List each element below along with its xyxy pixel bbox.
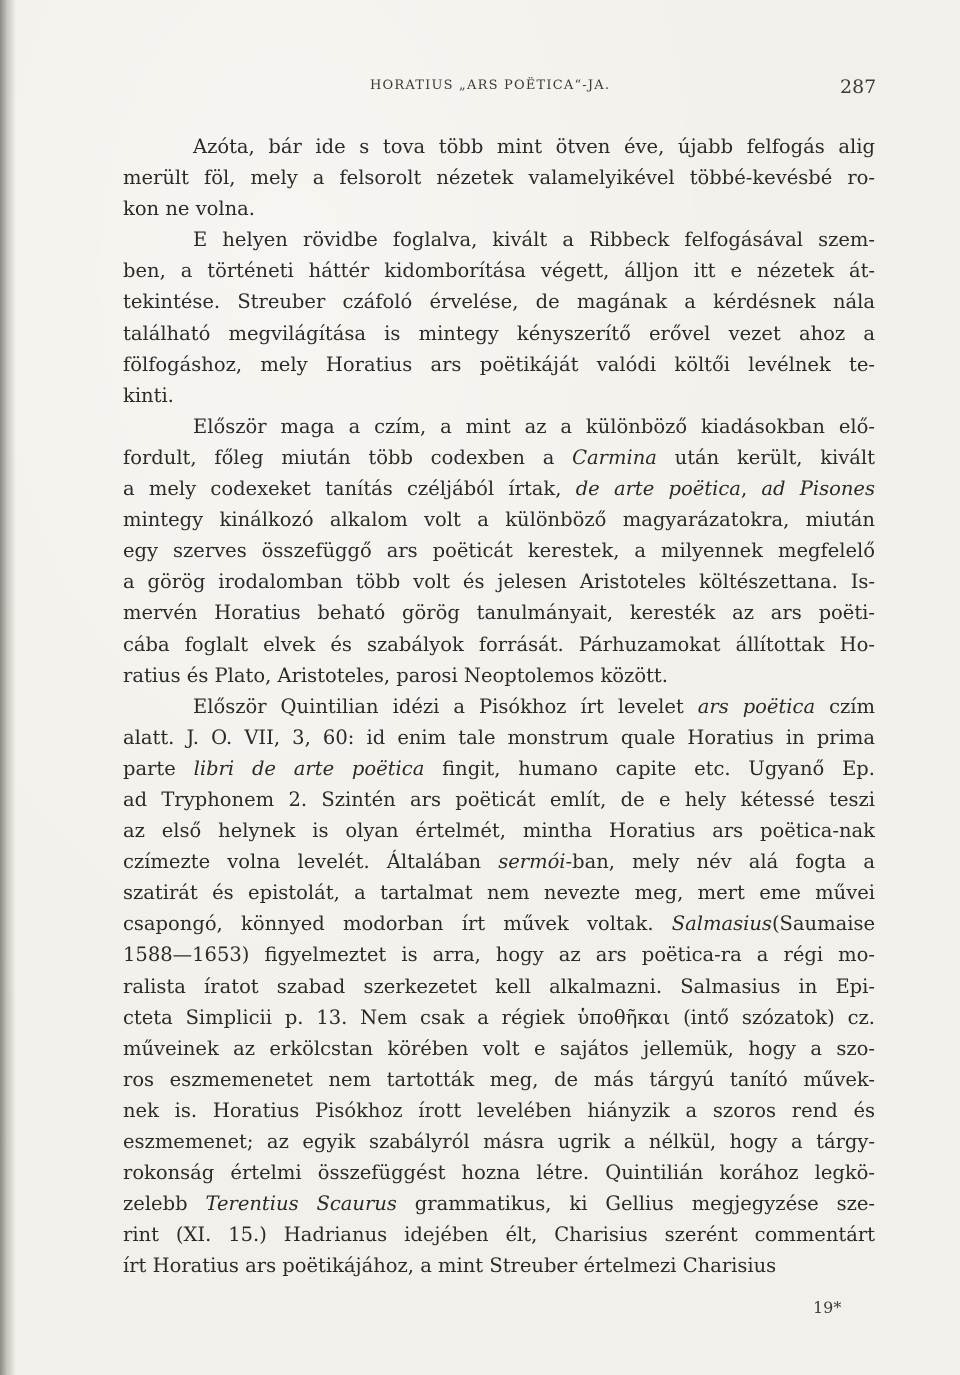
line-text: rint (XI. 15.) Hadrianus idejében élt, Charisius szerént commentárt xyxy=(123,1223,875,1247)
line-text: fölfogáshoz, mely Horatius ars poëtikáját valódi költői levélnek te- xyxy=(123,352,875,376)
text-line xyxy=(123,193,875,224)
text-line xyxy=(123,473,875,504)
line-text: czímezte volna levelét. Általában xyxy=(123,850,499,874)
text-line xyxy=(123,846,875,877)
line-text: mintegy kinálkozó alkalom volt a különböző magyarázatokra, miután xyxy=(123,508,875,532)
line-text: kinti. xyxy=(123,383,174,407)
line-text: szatirát és epistolát, a tartalmat nem nevezte meg, mert eme művei xyxy=(123,881,875,905)
text-line xyxy=(123,753,875,784)
line-text: ben, a történeti háttér kidomborítása végett, álljon itt e nézetek át- xyxy=(123,259,875,283)
line-text: egy szerves összefüggő ars poëticát kerestek, a milyennek megfelelő xyxy=(123,539,875,563)
line-text: czím xyxy=(815,694,875,718)
line-text: a mely codexeket tanítás czéljából írtak, xyxy=(123,477,576,501)
line-text: kon ne volna. xyxy=(123,197,255,221)
line-text: az első helynek is olyan értelmét, mintha Horatius ars poëtica-nak xyxy=(123,819,875,843)
line-text: ratius és Plato, Aristoteles, parosi Neoptolemos között. xyxy=(123,663,668,687)
line-text: tekintése. Streuber czáfoló érvelése, de magának a kérdésnek nála xyxy=(123,290,875,314)
text-line xyxy=(123,535,875,566)
text-line xyxy=(123,815,875,846)
line-text: , xyxy=(740,477,762,501)
line-text: után került, kivált xyxy=(656,445,875,469)
italic-text: ars poëtica xyxy=(697,694,816,718)
text-line xyxy=(123,1219,875,1250)
line-text: -ban, mely név alá fogta a xyxy=(565,850,875,874)
line-text: E helyen rövidbe foglalva, kivált a Ribbeck felfogásával szem- xyxy=(193,228,875,252)
text-line xyxy=(123,224,875,255)
line-text: 1588—1653) figyelmeztet is arra, hogy az ars poëtica-ra a régi mo- xyxy=(123,943,875,967)
text-line xyxy=(123,1188,875,1219)
text-line xyxy=(123,1157,875,1188)
text-line xyxy=(123,1064,875,1095)
text-line xyxy=(123,691,875,722)
text-line xyxy=(123,442,875,473)
text-line xyxy=(123,1002,875,1033)
text-line xyxy=(123,131,875,162)
body-text xyxy=(123,131,875,1281)
italic-text: sermói xyxy=(498,850,566,874)
text-line xyxy=(123,255,875,286)
running-head: HORATIUS „ARS POËTICA“-JA. xyxy=(370,78,611,93)
italic-text: de arte poëtica xyxy=(575,477,741,501)
line-text: alatt. J. O. VII, 3, 60: id enim tale monstrum quale Horatius in prima xyxy=(123,725,875,749)
text-line xyxy=(123,162,875,193)
line-text: fordult, főleg miután több codexben a xyxy=(123,445,573,469)
text-line xyxy=(123,597,875,628)
text-line xyxy=(123,784,875,815)
text-line xyxy=(123,286,875,317)
line-text: grammatikus, ki Gellius megjegyzése sze- xyxy=(396,1192,875,1216)
line-text: zelebb xyxy=(123,1192,206,1216)
text-line xyxy=(123,722,875,753)
line-text: fingit, humano capite etc. Ugyanő Ep. xyxy=(424,756,875,780)
text-line xyxy=(123,971,875,1002)
line-text: ros eszmemenetet nem tartották meg, de más tárgyú tanító művek- xyxy=(123,1067,875,1091)
line-text: Azóta, bár ide s tova több mint ötven éve, újabb felfogás alig xyxy=(193,135,875,158)
text-line xyxy=(123,939,875,970)
line-text: ralista íratot szabad szerkezetet kell alkalmazni. Salmasius in Epi- xyxy=(123,974,875,998)
text-line xyxy=(123,1250,875,1281)
text-line xyxy=(123,1033,875,1064)
italic-text: libri de arte poëtica xyxy=(193,756,425,780)
page-edge-shadow xyxy=(0,0,16,1375)
page-number: 287 xyxy=(840,76,877,98)
line-text: Először Quintilian idézi a Pisókhoz írt levelet xyxy=(193,694,698,718)
italic-text: Carmina xyxy=(572,445,657,469)
italic-text: Salmasius xyxy=(671,912,772,936)
text-line xyxy=(123,1126,875,1157)
line-text: parte xyxy=(123,756,194,780)
line-text: a görög irodalomban több volt és jelesen Aristoteles költészettana. Is- xyxy=(123,570,875,594)
line-text: eszmemenet; az egyik szabályról másra ugrik a nélkül, hogy a tárgy- xyxy=(123,1130,875,1153)
line-text: műveinek az erkölcstan körében volt e sajátos jellemük, hogy a szo- xyxy=(123,1036,875,1060)
line-text: (Saumaise xyxy=(771,912,875,936)
line-text: nek is. Horatius Pisókhoz írott levelében hiányzik a szoros rend és xyxy=(123,1098,875,1122)
line-text: írt Horatius ars poëtikájához, a mint Streuber értelmezi Charisius xyxy=(123,1254,777,1278)
text-line xyxy=(123,380,875,411)
italic-text: Terentius Scaurus xyxy=(205,1192,397,1216)
line-text: Először maga a czím, a mint az a különböző kiadásokban elő- xyxy=(193,414,875,438)
text-line xyxy=(123,660,875,691)
text-line xyxy=(123,318,875,349)
italic-text: ad Pisones xyxy=(761,477,875,501)
signature-mark: 19* xyxy=(813,1298,842,1317)
text-line xyxy=(123,566,875,597)
text-line xyxy=(123,504,875,535)
line-text: mervén Horatius beható görög tanulmányait, keresték az ars poëti- xyxy=(123,601,875,625)
line-text: található megvilágítása is mintegy kényszerítő erővel vezet ahoz a xyxy=(123,321,875,345)
text-line xyxy=(123,629,875,660)
line-text: rokonság értelmi összefüggést hozna létre. Quintilián korához legkö- xyxy=(123,1161,875,1185)
text-line xyxy=(123,1095,875,1126)
line-text: ad Tryphonem 2. Szintén ars poëticát említ, de e hely kétessé teszi xyxy=(123,787,875,811)
line-text: merült föl, mely a felsorolt nézetek valamelyikével többé-kevésbé ro- xyxy=(123,166,875,190)
text-line xyxy=(123,877,875,908)
text-line xyxy=(123,908,875,939)
line-text: csapongó, könnyed modorban írt művek voltak. xyxy=(123,912,672,936)
line-text: cába foglalt elvek és szabályok forrását. Párhuzamokat állítottak Ho- xyxy=(123,632,875,656)
text-line xyxy=(123,349,875,380)
line-text: cteta Simplicii p. 13. Nem csak a régiek ὑποθῆκαι (intő szózatok) cz. xyxy=(123,1005,875,1029)
text-line xyxy=(123,411,875,442)
